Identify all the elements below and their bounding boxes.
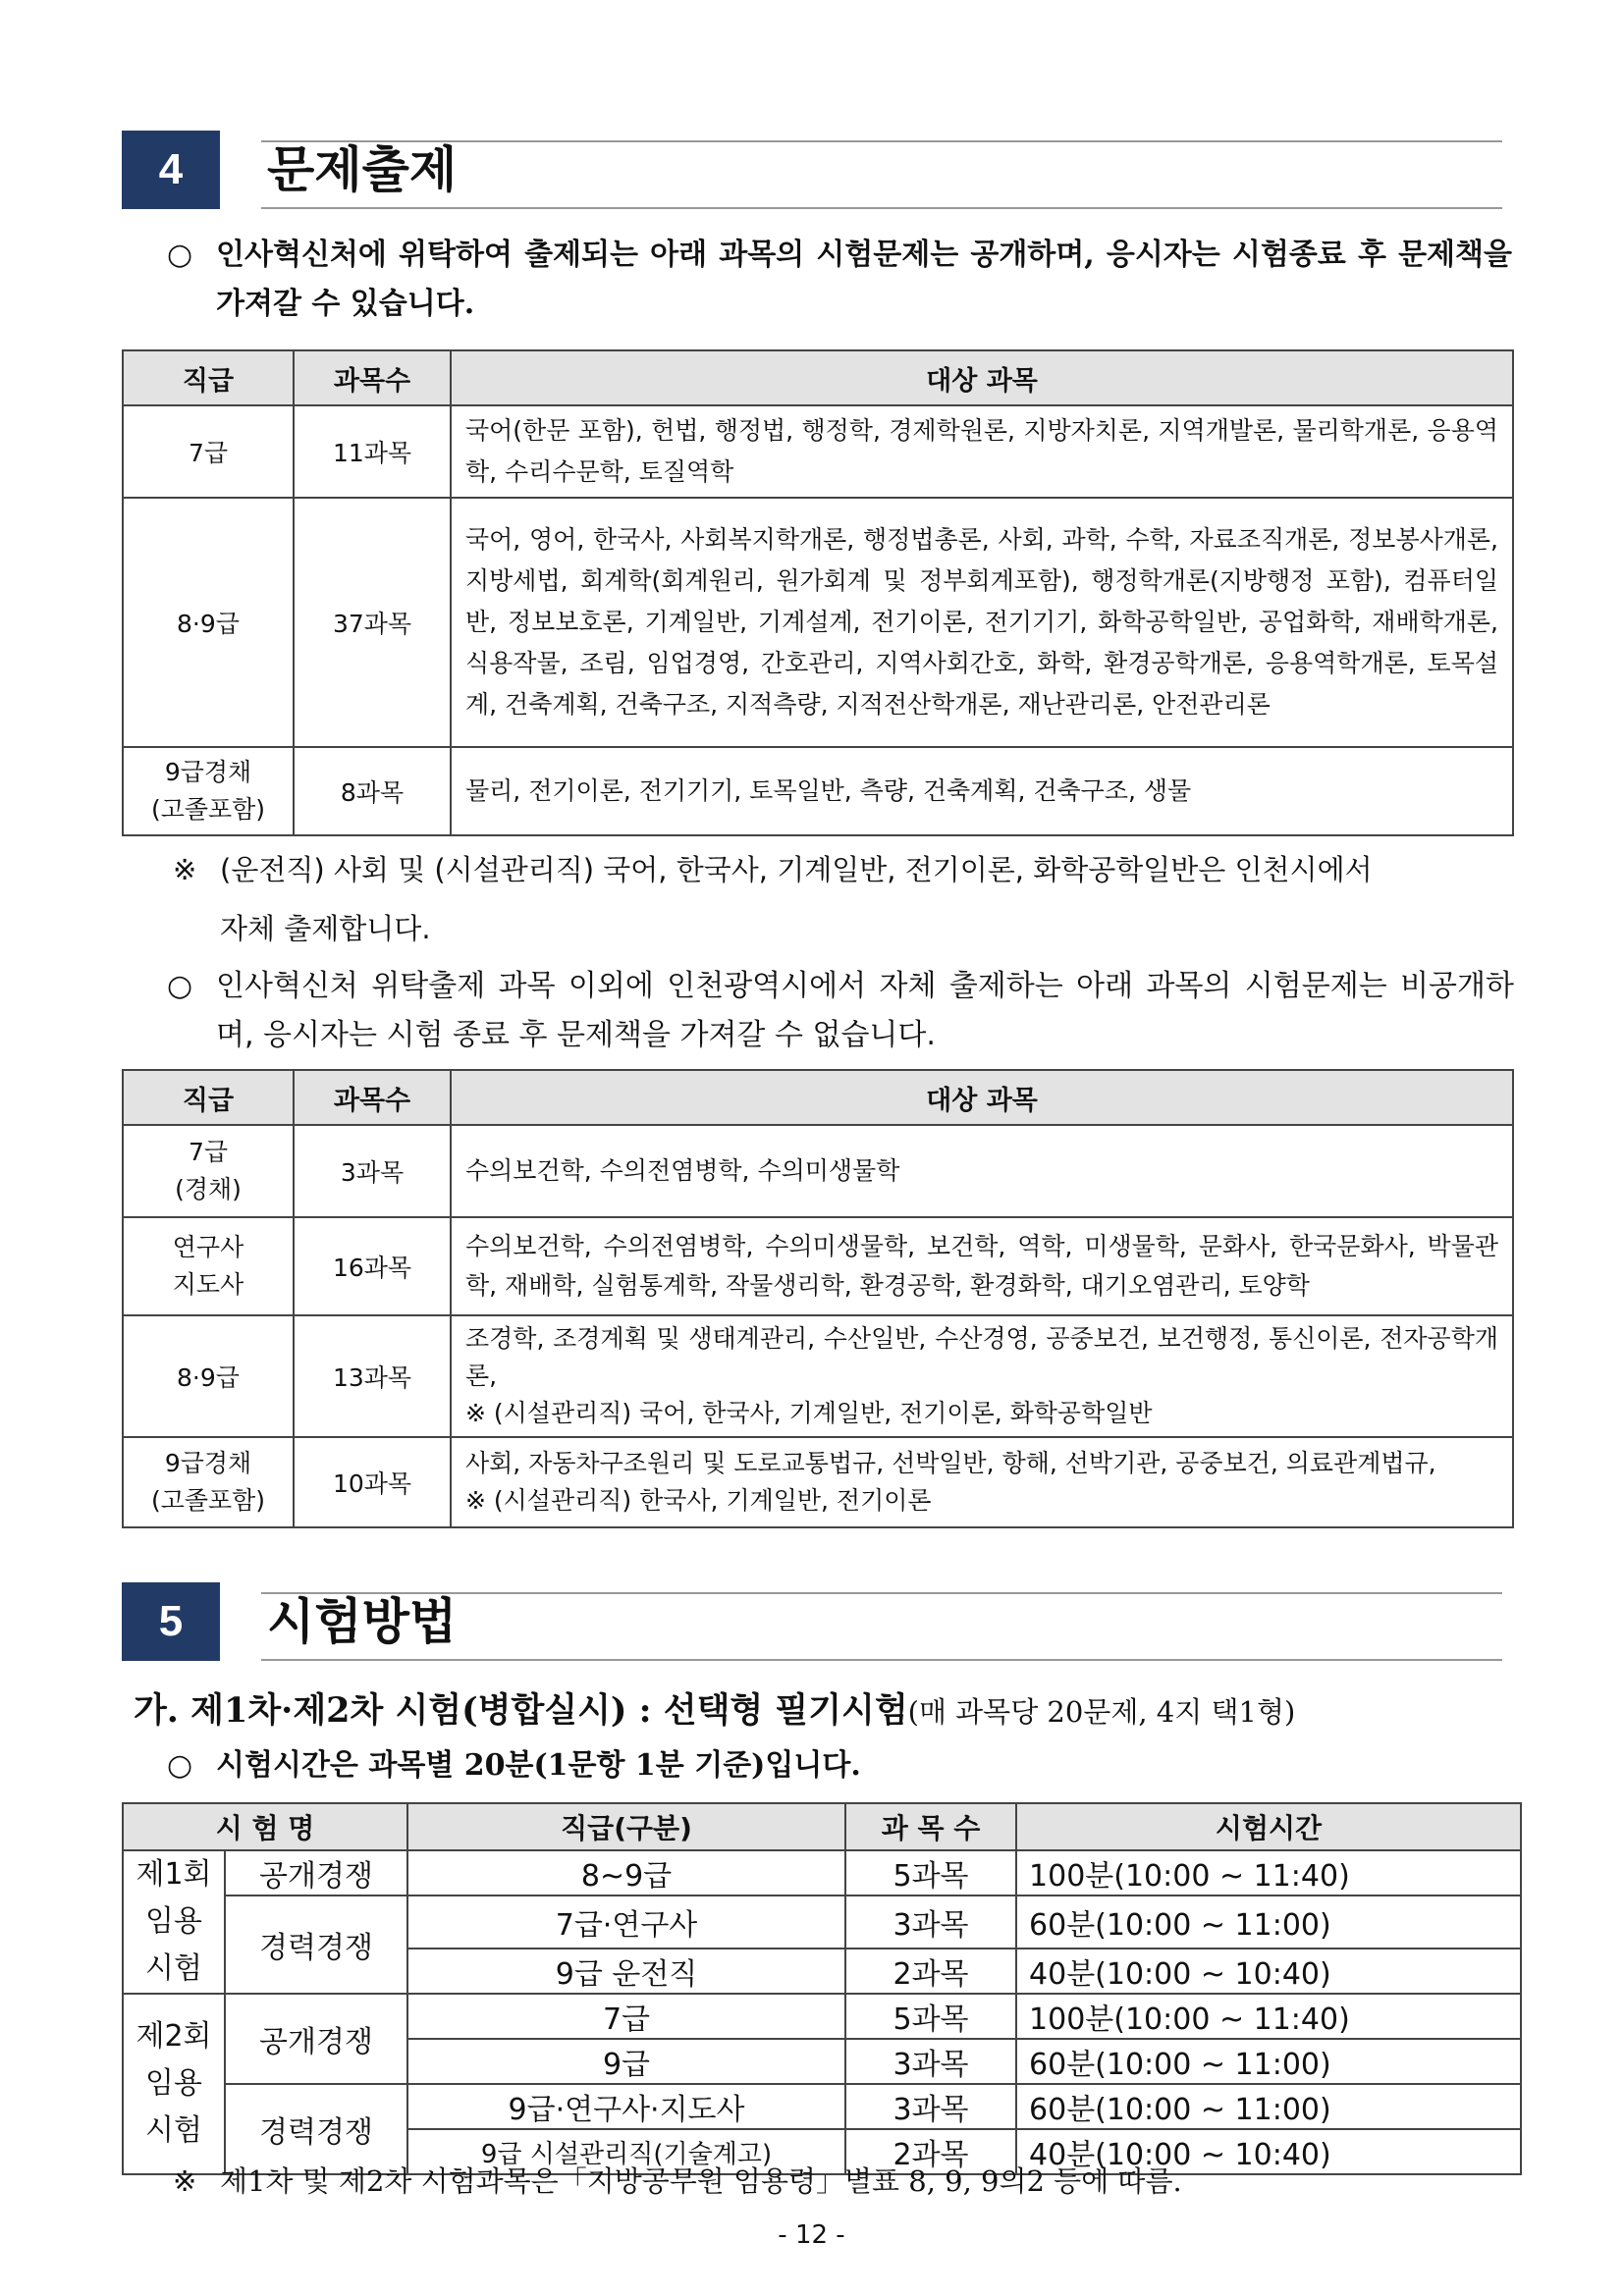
count-cell: 3과목 [845, 2084, 1016, 2129]
subjects-note: ※ (시설관리직) 국어, 한국사, 기계일반, 전기이론, 화학공학일반 [465, 1399, 1153, 1427]
count-cell: 16과목 [294, 1217, 451, 1315]
section-5-header [122, 1582, 1502, 1661]
count-cell: 2과목 [845, 1949, 1016, 1994]
note-text: 제1차 및 제2차 시험과목은「지방공무원 임용령」별표 8, 9, 9의2 등에 따름. [220, 2164, 1182, 2198]
grade-cell: 9급·연구사·지도사 [407, 2084, 845, 2129]
grade-line: (고졸포함) [150, 1486, 266, 1515]
subheading-text: 가. 제1차·제2차 시험(병합실시) : 선택형 필기시험 [134, 1690, 908, 1731]
grade-cell: 8~9급 [407, 1850, 845, 1896]
time-cell: 60분(10:00 ~ 11:00) [1016, 2039, 1521, 2084]
table-row [123, 498, 1513, 747]
exam-type: 경력경쟁 [225, 1896, 407, 1994]
round-label [123, 1850, 225, 1994]
count-cell: 10과목 [294, 1437, 451, 1527]
section-number: 5 [122, 1582, 220, 1661]
section-4-header [122, 131, 1502, 209]
subjects-cell: 수의보건학, 수의전염병학, 수의미생물학, 보건학, 역학, 미생물학, 문화사, 한국문화사, 박물관학, 재배학, 실험통계학, 작물생리학, 환경공학, 환경화학, 대기오염관리, 토양학 [451, 1217, 1513, 1315]
round-label-line: 제2회 [135, 2019, 212, 2054]
subjects-cell [451, 1315, 1513, 1437]
table-row [123, 1217, 1513, 1315]
grade-cell: 7급 [123, 405, 294, 498]
grade-line: 9급경채 [164, 1449, 252, 1477]
subjects-text: 사회, 자동차구조원리 및 도로교통법규, 선박일반, 항해, 선박기관, 공중보건, 의료관계법규, [465, 1449, 1436, 1477]
paragraph-text: 인사혁신처에 위탁하여 출제되는 아래 과목의 시험문제는 공개하며, 응시자는 시험종료 후 문제책을 가져갈 수 있습니다. [216, 238, 1512, 321]
subjects-cell: 수의보건학, 수의전염병학, 수의미생물학 [451, 1125, 1513, 1217]
round-label-line: 임용 [145, 1904, 202, 1939]
subheading-detail: (매 과목당 20문제, 4지 택1형) [907, 1695, 1296, 1729]
count-cell: 5과목 [845, 1994, 1016, 2039]
section-number: 4 [122, 131, 220, 209]
section-title: 문제출제 [267, 141, 458, 198]
table-row [123, 1850, 1521, 1896]
count-cell: 3과목 [845, 1896, 1016, 1949]
note-mark: ※ [173, 2164, 197, 2198]
count-cell: 8과목 [294, 747, 451, 835]
grade-line: (고졸포함) [150, 795, 266, 824]
grade-cell: 9급 [407, 2039, 845, 2084]
grade-line: 9급경채 [164, 758, 252, 786]
time-cell: 100분(10:00 ~ 11:40) [1016, 1994, 1521, 2039]
grade-cell [123, 747, 294, 835]
column-header: 과목수 [294, 350, 451, 405]
time-cell: 40분(10:00 ~ 10:40) [1016, 1949, 1521, 1994]
count-cell: 3과목 [294, 1125, 451, 1217]
time-cell: 100분(10:00 ~ 11:40) [1016, 1850, 1521, 1896]
round-label-line: 시험 [145, 1951, 202, 1986]
table-row [123, 747, 1513, 835]
column-header: 대상 과목 [451, 350, 1513, 405]
note [173, 840, 1528, 958]
grade-cell: 7급·연구사 [407, 1896, 845, 1949]
closed-subjects-table [122, 1069, 1514, 1528]
section-title: 시험방법 [267, 1593, 458, 1650]
subheading [134, 1686, 1295, 1736]
paragraph-text: 시험시간은 과목별 20분(1문항 1분 기준)입니다. [216, 1748, 861, 1783]
paragraph-text: 인사혁신처 위탁출제 과목 이외에 인천광역시에서 자체 출제하는 아래 과목의 시험문제는 비공개하며, 응시자는 시험 종료 후 문제책을 가져갈 수 없습니다. [216, 969, 1514, 1052]
subjects-text: 조경학, 조경계획 및 생태계관리, 수산일반, 수산경영, 공중보건, 보건행정, 통신이론, 전자공학개론, [465, 1324, 1498, 1390]
count-cell: 13과목 [294, 1315, 451, 1437]
open-subjects-table [122, 349, 1514, 836]
count-cell: 5과목 [845, 1850, 1016, 1896]
subjects-note: ※ (시설관리직) 한국사, 기계일반, 전기이론 [465, 1486, 932, 1515]
note-text: 자체 출제합니다. [220, 912, 431, 945]
column-header: 과 목 수 [845, 1803, 1016, 1850]
grade-cell [123, 1217, 294, 1315]
grade-cell: 7급 [407, 1994, 845, 2039]
exam-time-table [122, 1802, 1522, 2175]
grade-cell: 9급 시설관리직(기술계고) [407, 2129, 845, 2174]
table-row [123, 1125, 1513, 1217]
divider [261, 207, 1502, 209]
table-row [123, 2084, 1521, 2129]
column-header: 직급(구분) [407, 1803, 845, 1850]
grade-cell [123, 1125, 294, 1217]
table-row [123, 1437, 1513, 1527]
table-row [123, 405, 1513, 498]
exam-type: 공개경쟁 [225, 1994, 407, 2084]
time-cell: 60분(10:00 ~ 11:00) [1016, 2084, 1521, 2129]
round-label-line: 임용 [145, 2066, 202, 2101]
note-mark: ※ [173, 853, 197, 886]
column-header: 직급 [123, 350, 294, 405]
time-cell: 40분(10:00 ~ 10:40) [1016, 2129, 1521, 2174]
subjects-cell: 국어, 영어, 한국사, 사회복지학개론, 행정법총론, 사회, 과학, 수학, 자료조직개론, 정보봉사개론, 지방세법, 회계학(회계원리, 원가회계 및 정부회계포함), 행정학개론(지방행정 포함), 컴퓨터일반, 정보보호론, 기계일반, 기계설계, 전기이론, 전기기기, 화학공학일반, 공업화학, 재배학개론, 식용작물, 조림, 임업경영, 간호관리, 지역사회간호, 화학, 환경공학개론, 응용역학개론, 토목설계, 건축계획, 건축구조, 지적측량, 지적전산학개론, 재난관리론, 안전관리론 [451, 498, 1513, 747]
time-cell: 60분(10:00 ~ 11:00) [1016, 1896, 1521, 1949]
grade-line: (경채) [175, 1175, 242, 1203]
bullet-mark: ○ [167, 1748, 193, 1783]
exam-type: 공개경쟁 [225, 1850, 407, 1896]
divider [261, 1659, 1502, 1661]
column-header: 과목수 [294, 1070, 451, 1125]
subjects-cell: 물리, 전기이론, 전기기기, 토목일반, 측량, 건축계획, 건축구조, 생물 [451, 747, 1513, 835]
page-number: - 12 - [778, 2220, 845, 2250]
bullet-mark: ○ [167, 969, 193, 1003]
grade-line: 연구사 [172, 1233, 244, 1261]
count-cell: 11과목 [294, 405, 451, 498]
exam-type: 경력경쟁 [225, 2084, 407, 2174]
note-text: (운전직) 사회 및 (시설관리직) 국어, 한국사, 기계일반, 전기이론, 화학공학일반은 인천시에서 [220, 853, 1373, 886]
paragraph [167, 231, 1512, 329]
column-header: 직급 [123, 1070, 294, 1125]
grade-cell: 8·9급 [123, 1315, 294, 1437]
grade-cell: 8·9급 [123, 498, 294, 747]
paragraph [167, 1741, 1512, 1790]
count-cell: 37과목 [294, 498, 451, 747]
column-header: 시 험 명 [123, 1803, 407, 1850]
table-header-row [123, 350, 1513, 405]
column-header: 시험시간 [1016, 1803, 1521, 1850]
note [173, 2157, 1528, 2206]
subjects-cell: 국어(한문 포함), 헌법, 행정법, 행정학, 경제학원론, 지방자치론, 지역개발론, 물리학개론, 응용역학, 수리수문학, 토질역학 [451, 405, 1513, 498]
count-cell: 3과목 [845, 2039, 1016, 2084]
round-label-line: 제1회 [135, 1857, 212, 1892]
bullet-mark: ○ [167, 238, 193, 272]
table-row [123, 1896, 1521, 1949]
table-header-row [123, 1070, 1513, 1125]
subjects-cell [451, 1437, 1513, 1527]
grade-line: 지도사 [172, 1270, 244, 1299]
table-header-row [123, 1803, 1521, 1850]
grade-cell: 9급 운전직 [407, 1949, 845, 1994]
count-cell: 2과목 [845, 2129, 1016, 2174]
grade-cell [123, 1437, 294, 1527]
column-header: 대상 과목 [451, 1070, 1513, 1125]
round-label [123, 1994, 225, 2174]
round-label-line: 시험 [145, 2113, 202, 2148]
paragraph [167, 962, 1514, 1060]
table-row [123, 1994, 1521, 2039]
grade-line: 7급 [188, 1138, 229, 1166]
table-row [123, 1315, 1513, 1437]
